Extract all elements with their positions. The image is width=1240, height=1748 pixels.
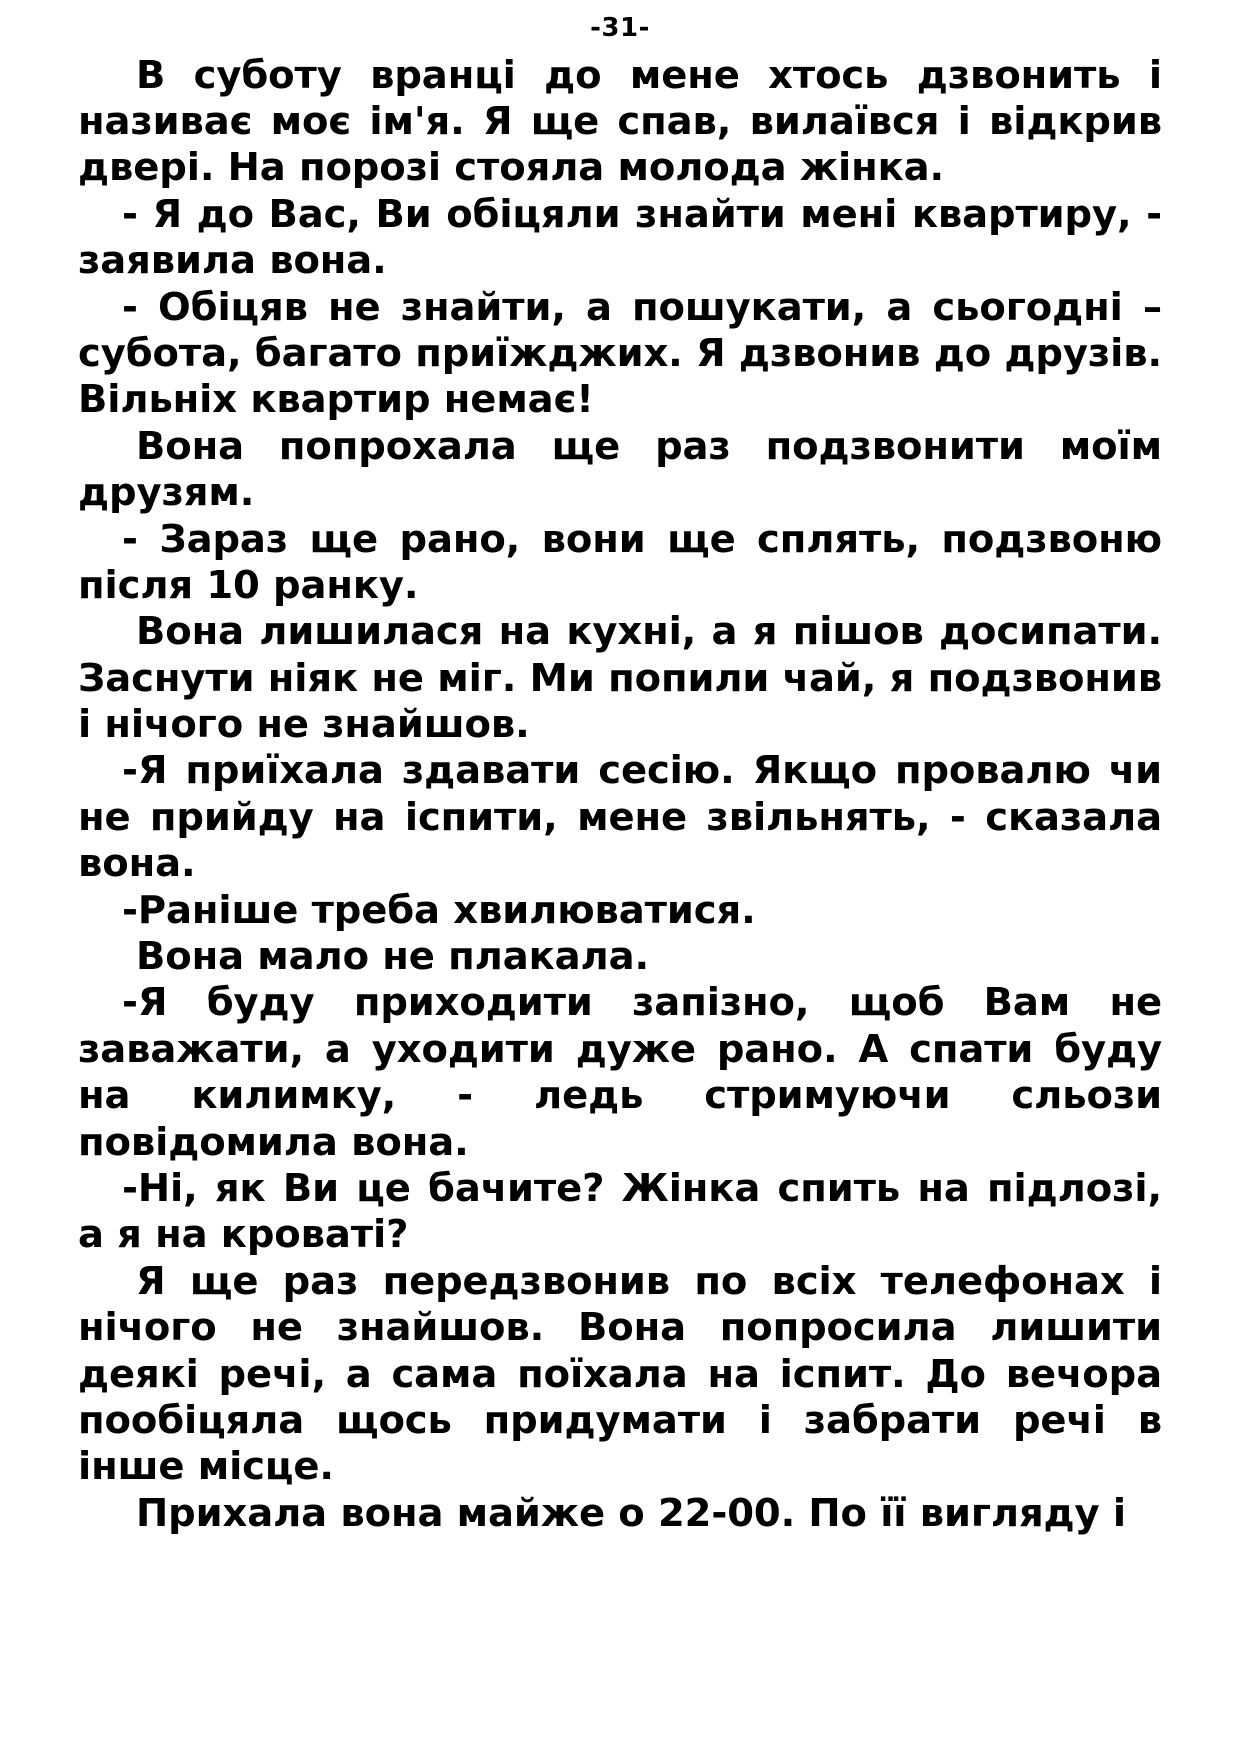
paragraph: Вона мало не плакала. (136, 934, 649, 980)
paragraph: В суботу вранці до мене хтось дзвонить і називає моє ім'я. Я ще спав, вилаївся і відкрив двері. На порозі стояла молода жінка. (78, 52, 1162, 191)
paragraph: - Обіцяв не знайти, а пошукати, а сьогодні – субота, багато приїжджих. Я дзвонив до друзів. Вільніх квартир немає! (78, 284, 1162, 423)
page-body (78, 53, 1162, 1538)
paragraph: - Я до Вас, Ви обіцяли знайти мені квартиру, - заявила вона. (78, 191, 1162, 284)
paragraph: -Я буду приходити запізно, щоб Вам не заважати, а уходити дуже рано. А спати буду на килимку, - ледь стримуючи сльози повідомила вона. (78, 980, 1162, 1165)
paragraph: Вона попрохала ще раз подзвонити моїм друзям. (78, 423, 1162, 516)
paragraph: -Ні, як Ви це бачите? Жінка спить на підлозі, а я на кроваті? (78, 1165, 1162, 1258)
paragraph: -Раніше треба хвилюватися. (122, 887, 756, 933)
page-number: -31- (590, 13, 650, 43)
paragraph: Я ще раз передзвонив по всіх телефонах і нічого не знайшов. Вона попросила лишити деякі речі, а сама поїхала на іспит. До вечора пообіцяла щось придумати і забрати речі в інше місце. (78, 1258, 1162, 1490)
paragraph: Прихала вона майже о 22-00. По її вигляду і (136, 1490, 1126, 1536)
paragraph: Вона лишилася на кухні, а я пішов досипати. Заснути ніяк не міг. Ми попили чай, я подзвонив і нічого не знайшов. (78, 609, 1162, 748)
paragraph: - Зараз ще рано, вони ще сплять, подзвоню після 10 ранку. (78, 516, 1162, 608)
paragraph: -Я приїхала здавати сесію. Якщо провалю чи не прийду на іспити, мене звільнять, - сказала вона. (78, 748, 1162, 887)
